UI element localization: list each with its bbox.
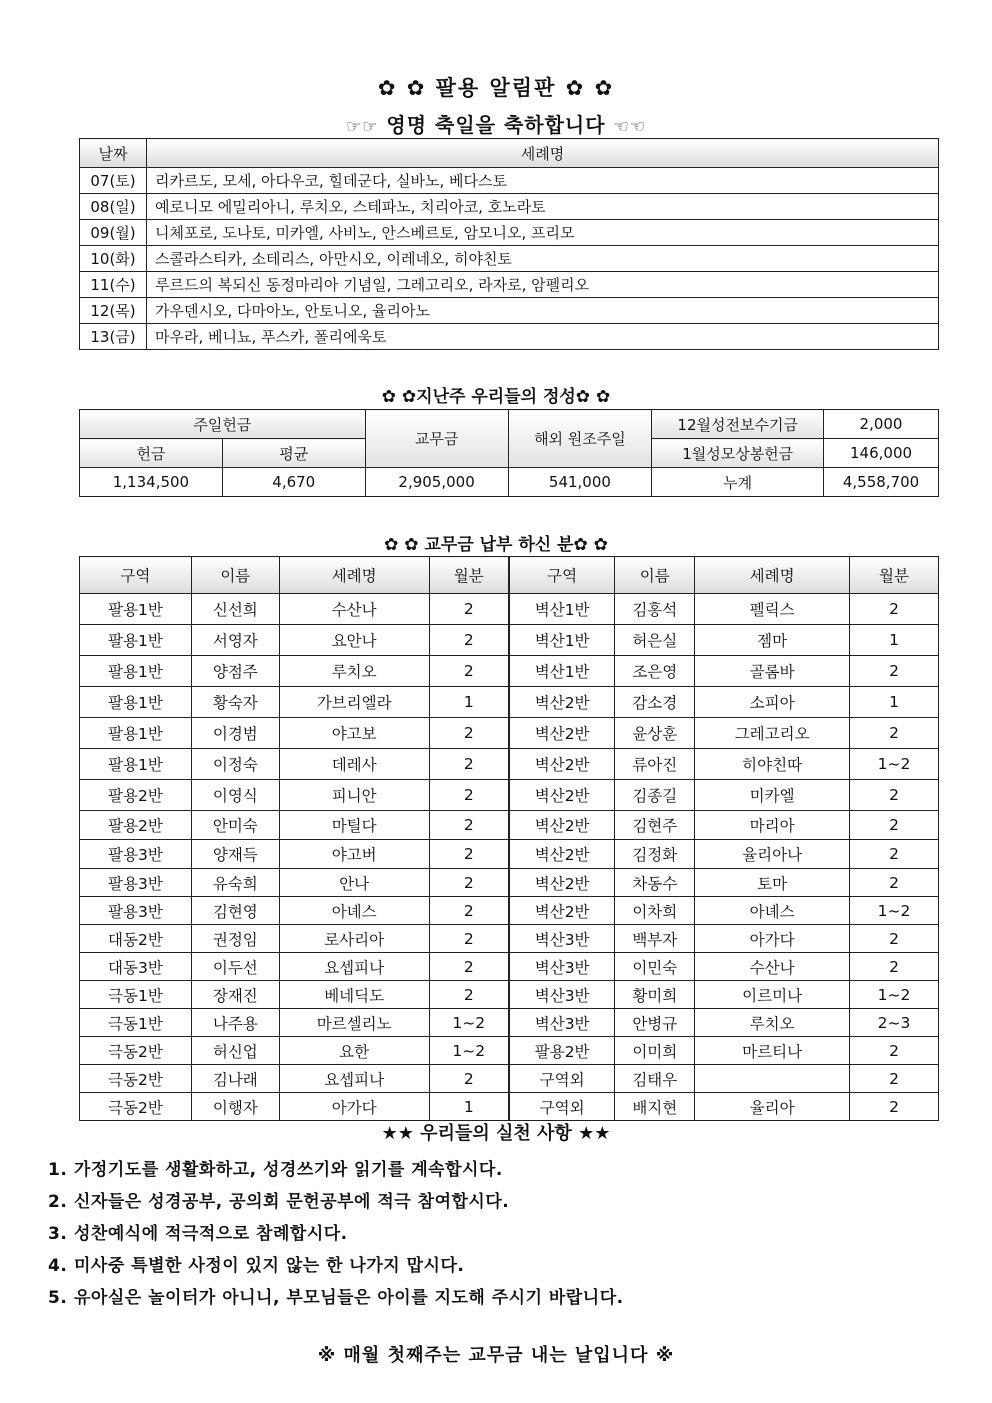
dues-cell: 아가다 (695, 925, 850, 953)
dues-cell: 2 (429, 925, 509, 953)
feast-table (79, 138, 939, 350)
dues-row (80, 718, 939, 749)
feast-date: 13(금) (80, 324, 147, 350)
dues-cell: 팔용1반 (80, 594, 192, 625)
dues-cell: 이영식 (191, 780, 279, 811)
dues-header-cell: 세례명 (279, 557, 429, 594)
dues-header-cell: 월분 (850, 557, 939, 594)
dues-cell: 요셉피나 (279, 953, 429, 981)
dues-cell: 조은영 (615, 656, 695, 687)
dues-cell: 루치오 (695, 1009, 850, 1037)
total-value: 4,558,700 (824, 468, 939, 497)
feast-date: 08(일) (80, 194, 147, 220)
dues-cell: 2 (850, 953, 939, 981)
feast-names: 가우덴시오, 다마아노, 안토니오, 율리아노 (147, 298, 939, 324)
dues-cell: 벽산2반 (509, 840, 615, 869)
feast-header-date: 날짜 (80, 139, 147, 168)
dues-cell: 2 (850, 594, 939, 625)
dues-header-row (80, 557, 939, 594)
practice-number: 3. (48, 1224, 68, 1244)
dues-cell: 2 (850, 811, 939, 840)
dues-cell: 1~2 (850, 981, 939, 1009)
feast-row (80, 194, 939, 220)
dues-header-cell: 구역 (80, 557, 192, 594)
offering-table (79, 409, 939, 497)
dues-cell: 허은실 (615, 625, 695, 656)
dues-cell: 팔용1반 (80, 718, 192, 749)
dues-cell: 1~2 (850, 897, 939, 925)
dues-cell: 율리아나 (695, 840, 850, 869)
dues-cell: 팔용1반 (80, 625, 192, 656)
dues-cell: 김정화 (615, 840, 695, 869)
dues-cell: 1~2 (429, 1037, 509, 1065)
dues-cell: 2 (850, 656, 939, 687)
average-label: 평균 (222, 439, 365, 468)
dues-cell: 요셉피나 (279, 1065, 429, 1093)
practice-heading: ★★ 우리들의 실천 사항 ★★ (381, 1123, 611, 1144)
feast-names: 리카르도, 모세, 아다우코, 힐데군다, 실바노, 베다스토 (147, 168, 939, 194)
dues-row (80, 687, 939, 718)
dues-cell: 2 (429, 625, 509, 656)
feast-header-names: 세례명 (147, 139, 939, 168)
dues-cell: 2 (429, 981, 509, 1009)
dues-cell: 신선희 (191, 594, 279, 625)
dues-cell: 황미희 (615, 981, 695, 1009)
dues-cell: 율리아 (695, 1093, 850, 1121)
dues-cell: 2 (429, 1065, 509, 1093)
dues-header-cell: 구역 (509, 557, 615, 594)
dues-cell: 요한 (279, 1037, 429, 1065)
dues-cell: 피니안 (279, 780, 429, 811)
dues-cell: 아녜스 (695, 897, 850, 925)
dues-cell: 나주용 (191, 1009, 279, 1037)
feast-names: 마우라, 베니뇨, 푸스카, 폴리에욱토 (147, 324, 939, 350)
dues-cell: 윤상훈 (615, 718, 695, 749)
dues-cell: 미카엘 (695, 780, 850, 811)
practice-text: 성찬예식에 적극적으로 참례합시다. (74, 1224, 348, 1244)
dues-cell: 백부자 (615, 925, 695, 953)
feast-date: 12(목) (80, 298, 147, 324)
dues-cell: 팔용2반 (80, 780, 192, 811)
dues-cell: 1 (850, 687, 939, 718)
dues-cell: 마르셀리노 (279, 1009, 429, 1037)
practice-number: 1. (48, 1160, 68, 1180)
dues-cell: 골롬바 (695, 656, 850, 687)
dues-cell: 2 (850, 1093, 939, 1121)
dues-cell: 벽산2반 (509, 749, 615, 780)
dues-cell: 2 (429, 953, 509, 981)
sunday-offering-label: 주일헌금 (80, 410, 366, 439)
dues-cell: 소피아 (695, 687, 850, 718)
dues-cell: 감소경 (615, 687, 695, 718)
dues-cell: 구역외 (509, 1093, 615, 1121)
dues-cell: 마리아 (695, 811, 850, 840)
dues-cell: 극동2반 (80, 1065, 192, 1093)
dues-row (80, 869, 939, 897)
dues-cell: 벽산1반 (509, 625, 615, 656)
dues-cell: 벽산3반 (509, 953, 615, 981)
dues-cell: 1 (429, 1093, 509, 1121)
dues-cell: 야고보 (279, 718, 429, 749)
cash-value: 1,134,500 (80, 468, 223, 497)
dues-cell: 차동수 (615, 869, 695, 897)
dues-cell: 1~2 (850, 749, 939, 780)
practice-item (48, 1155, 624, 1187)
dues-cell: 대동3반 (80, 953, 192, 981)
dues-cell: 이미희 (615, 1037, 695, 1065)
practice-text: 신자들은 성경공부, 공의회 문헌공부에 적극 참여합시다. (74, 1192, 510, 1212)
fund1-value: 2,000 (824, 410, 939, 439)
dues-cell: 류아진 (615, 749, 695, 780)
dues-cell: 김현영 (191, 897, 279, 925)
dues-cell: 데레사 (279, 749, 429, 780)
dues-cell: 가브리엘라 (279, 687, 429, 718)
dues-cell: 2 (429, 869, 509, 897)
practice-item (48, 1187, 624, 1219)
dues-row (80, 1065, 939, 1093)
feast-subtitle (0, 109, 992, 138)
feast-date: 07(토) (80, 168, 147, 194)
dues-cell: 젬마 (695, 625, 850, 656)
offering-heading: ✿ ✿지난주 우리들의 정성✿ ✿ (381, 387, 611, 407)
dues-cell: 팔용1반 (80, 656, 192, 687)
dues-cell: 이정숙 (191, 749, 279, 780)
dues-table (79, 556, 939, 1121)
dues-cell: 벽산2반 (509, 687, 615, 718)
feast-row (80, 220, 939, 246)
feast-date: 09(월) (80, 220, 147, 246)
fund2-label: 1월성모상봉헌금 (652, 439, 824, 468)
dues-cell: 2 (429, 656, 509, 687)
dues-cell: 안나 (279, 869, 429, 897)
dues-cell: 이두선 (191, 953, 279, 981)
dues-cell: 2 (850, 1037, 939, 1065)
dues-cell: 양점주 (191, 656, 279, 687)
dues-cell: 루치오 (279, 656, 429, 687)
feast-row (80, 168, 939, 194)
dues-cell: 김홍석 (615, 594, 695, 625)
practice-text: 미사중 특별한 사정이 있지 않는 한 나가지 맙시다. (74, 1256, 465, 1276)
dues-cell: 2 (429, 780, 509, 811)
dues-cell: 토마 (695, 869, 850, 897)
dues-cell: 수산나 (695, 953, 850, 981)
dues-header-cell: 이름 (191, 557, 279, 594)
dues-cell: 2 (850, 1065, 939, 1093)
practice-text: 유아실은 놀이터가 아니니, 부모님들은 아이를 지도해 주시기 바랍니다. (74, 1288, 624, 1308)
feast-header-row (80, 139, 939, 168)
dues-cell: 김태우 (615, 1065, 695, 1093)
dues-cell: 아녜스 (279, 897, 429, 925)
dues-cell: 양재득 (191, 840, 279, 869)
dues-cell: 2 (429, 749, 509, 780)
dues-cell: 벽산1반 (509, 656, 615, 687)
practice-item (48, 1251, 624, 1283)
practice-item (48, 1219, 624, 1251)
overseas-value: 541,000 (508, 468, 652, 497)
dues-cell: 펠릭스 (695, 594, 850, 625)
dues-cell: 그레고리오 (695, 718, 850, 749)
dues-row (80, 594, 939, 625)
dues-cell: 2 (429, 811, 509, 840)
dues-cell: 벽산2반 (509, 718, 615, 749)
feast-names: 니체포로, 도나토, 미카엘, 사비노, 안스베르토, 암모니오, 프리모 (147, 220, 939, 246)
practice-number: 5. (48, 1288, 68, 1308)
dues-cell: 팔용2반 (509, 1037, 615, 1065)
pointing-hand-left-icon: ☜☜ (613, 117, 647, 137)
practice-number: 2. (48, 1192, 68, 1212)
total-label: 누계 (652, 468, 824, 497)
dues-cell: 극동2반 (80, 1037, 192, 1065)
dues-cell: 김종길 (615, 780, 695, 811)
dues-cell: 팔용3반 (80, 840, 192, 869)
dues-cell: 장재진 (191, 981, 279, 1009)
dues-cell: 이민숙 (615, 953, 695, 981)
dues-cell: 이차희 (615, 897, 695, 925)
fund2-value: 146,000 (824, 439, 939, 468)
feast-date: 11(수) (80, 272, 147, 298)
dues-cell: 벽산1반 (509, 594, 615, 625)
footer-notice: ※ 매월 첫째주는 교무금 내는 날입니다 ※ (317, 1345, 675, 1366)
dues-cell: 벽산2반 (509, 780, 615, 811)
feast-subtitle-text: 영명 축일을 축하합니다 (386, 113, 606, 137)
dues-cell: 이행자 (191, 1093, 279, 1121)
cash-label: 헌금 (80, 439, 223, 468)
dues-row (80, 840, 939, 869)
dues-cell: 이경범 (191, 718, 279, 749)
dues-cell: 수산나 (279, 594, 429, 625)
dues-row (80, 1037, 939, 1065)
dues-cell: 마틸다 (279, 811, 429, 840)
dues-cell: 유숙희 (191, 869, 279, 897)
dues-row (80, 1009, 939, 1037)
dues-cell: 대동2반 (80, 925, 192, 953)
dues-cell: 안미숙 (191, 811, 279, 840)
dues-cell: 김현주 (615, 811, 695, 840)
dues-cell: 2 (850, 780, 939, 811)
feast-names: 루르드의 복되신 동정마리아 기념일, 그레고리오, 라자로, 암펠리오 (147, 272, 939, 298)
feast-date: 10(화) (80, 246, 147, 272)
dues-cell (695, 1065, 850, 1093)
dues-row (80, 656, 939, 687)
dues-row (80, 1093, 939, 1121)
feast-row (80, 298, 939, 324)
dues-row (80, 897, 939, 925)
dues-cell: 2 (429, 840, 509, 869)
feast-row (80, 324, 939, 350)
dues-row (80, 780, 939, 811)
dues-cell: 벽산2반 (509, 869, 615, 897)
dues-header-cell: 세례명 (695, 557, 850, 594)
dues-cell: 1~2 (429, 1009, 509, 1037)
dues-row (80, 625, 939, 656)
dues-cell: 이르미나 (695, 981, 850, 1009)
dues-cell: 요안나 (279, 625, 429, 656)
overseas-label: 해외 원조주일 (508, 410, 652, 468)
dues-cell: 팔용3반 (80, 897, 192, 925)
dues-row (80, 811, 939, 840)
dues-cell: 극동1반 (80, 1009, 192, 1037)
dues-cell: 2 (429, 594, 509, 625)
dues-cell: 2~3 (850, 1009, 939, 1037)
fund1-label: 12월성전보수기금 (652, 410, 824, 439)
dues-cell: 2 (850, 925, 939, 953)
dues-heading: ✿ ✿ 교무금 납부 하신 분✿ ✿ (384, 535, 608, 555)
dues-row (80, 981, 939, 1009)
dues-cell: 2 (429, 897, 509, 925)
dues-cell: 극동1반 (80, 981, 192, 1009)
practice-list (48, 1155, 624, 1315)
dues-cell: 벽산3반 (509, 981, 615, 1009)
pointing-hand-right-icon: ☞☞ (345, 117, 379, 137)
dues-cell: 벽산2반 (509, 897, 615, 925)
dues-row (80, 953, 939, 981)
dues-row (80, 925, 939, 953)
dues-cell: 허신업 (191, 1037, 279, 1065)
feast-names: 예로니모 에밀리아니, 루치오, 스테파노, 치리아코, 호노라토 (147, 194, 939, 220)
practice-number: 4. (48, 1256, 68, 1276)
dues-cell: 1 (850, 625, 939, 656)
dues-cell: 벽산2반 (509, 811, 615, 840)
dues-cell: 벽산3반 (509, 925, 615, 953)
dues-header-cell: 이름 (615, 557, 695, 594)
dues-cell: 2 (429, 718, 509, 749)
dues-cell: 팔용2반 (80, 811, 192, 840)
dues-cell: 아가다 (279, 1093, 429, 1121)
dues-cell: 배지현 (615, 1093, 695, 1121)
dues-cell: 권정임 (191, 925, 279, 953)
dues-label: 교무금 (365, 410, 508, 468)
dues-row (80, 749, 939, 780)
dues-cell: 히야친따 (695, 749, 850, 780)
dues-header-cell: 월분 (429, 557, 509, 594)
dues-cell: 야고버 (279, 840, 429, 869)
dues-cell: 극동2반 (80, 1093, 192, 1121)
dues-cell: 안병규 (615, 1009, 695, 1037)
dues-cell: 1 (429, 687, 509, 718)
dues-value: 2,905,000 (365, 468, 508, 497)
dues-cell: 서영자 (191, 625, 279, 656)
dues-cell: 팔용1반 (80, 749, 192, 780)
feast-names: 스콜라스티카, 소테리스, 아만시오, 이레네오, 히야친토 (147, 246, 939, 272)
dues-cell: 황숙자 (191, 687, 279, 718)
practice-text: 가정기도를 생활화하고, 성경쓰기와 읽기를 계속합시다. (74, 1160, 503, 1180)
dues-cell: 팔용1반 (80, 687, 192, 718)
dues-cell: 김나래 (191, 1065, 279, 1093)
dues-cell: 팔용3반 (80, 869, 192, 897)
dues-cell: 구역외 (509, 1065, 615, 1093)
dues-cell: 로사리아 (279, 925, 429, 953)
dues-cell: 벽산3반 (509, 1009, 615, 1037)
feast-row (80, 246, 939, 272)
dues-cell: 2 (850, 869, 939, 897)
feast-row (80, 272, 939, 298)
dues-cell: 마르티나 (695, 1037, 850, 1065)
page-title: ✿ ✿ 팔용 알림판 ✿ ✿ (377, 76, 615, 100)
dues-cell: 2 (850, 840, 939, 869)
practice-item (48, 1283, 624, 1315)
dues-cell: 베네딕도 (279, 981, 429, 1009)
average-value: 4,670 (222, 468, 365, 497)
dues-cell: 2 (850, 718, 939, 749)
